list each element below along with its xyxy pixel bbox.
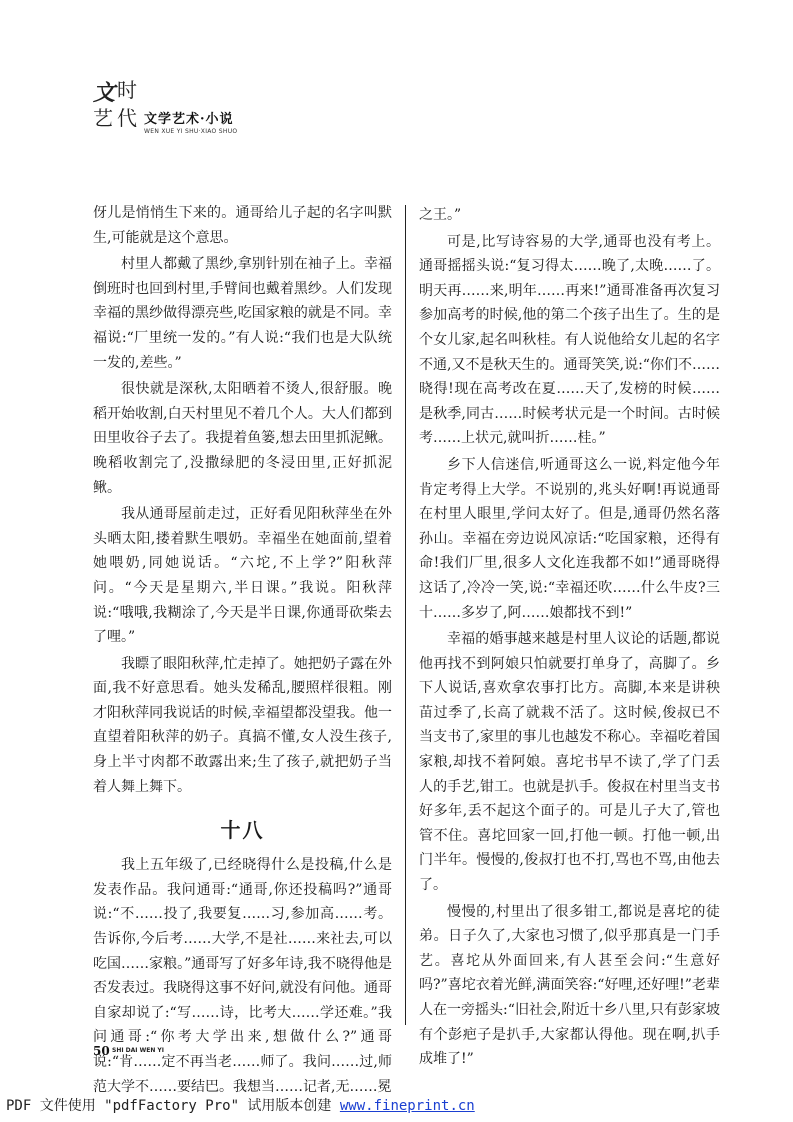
magazine-section-title: 文学艺术·小说 bbox=[144, 112, 234, 127]
paragraph: 村里人都戴了黑纱,拿别针别在袖子上。幸福倒班时也回到村里,手臂间也戴着黑纱。人们发现幸福的黑纱做得漂亮些,吃国家粮的就是不同。幸福说:“厂里统一发的。”有人说:“我们也是大队统一发的,差些。” bbox=[93, 256, 392, 371]
logo-glyph-wen: 文 bbox=[93, 80, 116, 106]
section-heading: 十八 bbox=[220, 818, 265, 843]
running-title: SHI DAI WEN YI bbox=[112, 1047, 165, 1054]
paragraph: 我上五年级了,已经晓得什么是投稿,什么是发表作品。我问通哥:“通哥,你还投稿吗?”通哥说:“不……投了,我要复……习,参加高……考。告诉你,今后考……大学,不是社……来社去,可以吃国……家粮。”通哥写了好多年诗,我不晓得他是否发表过。我晓得这事不好问,就没有问他。通哥自家却说了:“写……诗，比考大……学还难。”我问通哥:“你考大学出来,想做什么?”通哥说:“肯……定不再当老……师了。我问……过,师范大学不……要结巴。我想当……记者,无……冕 bbox=[93, 857, 392, 1095]
right-text-column bbox=[419, 203, 720, 1074]
left-text-column bbox=[93, 201, 392, 1101]
paragraph: 我从通哥屋前走过，正好看见阳秋萍坐在外头晒太阳,搂着默生喂奶。幸福坐在她面前,望着她喂奶,同她说话。“六坨,不上学?”阳秋萍问。“今天是星期六,半日课。”我说。阳秋萍说:“哦哦,我糊涂了,今天是半日课,你通哥砍柴去了哩。” bbox=[93, 506, 392, 646]
magazine-logo bbox=[93, 80, 143, 136]
paragraph: 伢儿是悄悄生下来的。通哥给儿子起的名字叫默生,可能就是这个意思。 bbox=[93, 205, 392, 246]
logo-glyph-yi: 艺 bbox=[93, 106, 113, 130]
watermark-link[interactable]: www.fineprint.cn bbox=[339, 1098, 475, 1114]
magazine-section-pinyin: WEN XUE YI SHU·XIAO SHUO bbox=[144, 128, 238, 135]
logo-glyph-shi: 时 bbox=[117, 78, 137, 102]
paragraph: 幸福的婚事越来越是村里人议论的话题,都说他再找不到阿娘只怕就要打单身了，高脚了。乡下人说话,喜欢拿农事打比方。高脚,本来是讲秧苗过季了,长高了就栽不活了。这时候,俊叔已不当支书了,家里的事儿也越发不称心。幸福吃着国家粮,却找不着阿娘。喜坨书早不读了,学了门丢人的手艺,钳工。也就是扒手。俊叔在村里当支书好多年,丢不起这个面子的。可是儿子大了,管也管不住。喜坨回家一回,打他一顿。打他一顿,出门半年。慢慢的,俊叔打也不打,骂也不骂,由他去了。 bbox=[419, 631, 720, 894]
pdf-watermark bbox=[6, 1095, 475, 1115]
paragraph: 可是,比写诗容易的大学,通哥也没有考上。通哥摇摇头说:“复习得太……晚了,太晚……了。明天再……来,明年……再来!”通哥准备再次复习参加高考的时候,他的第二个孩子出生了。生的是个女儿家,起名叫秋桂。有人说他给女儿起的名字不通,又不是秋天生的。通哥笑笑,说:“你们不……晓得!现在高考改在夏……天了,发榜的时候……是秋季,同古……时候考状元是一个时间。古时候考……上状元,就叫折……桂。” bbox=[419, 233, 720, 447]
paragraph: 乡下人信迷信,听通哥这么一说,料定他今年肯定考得上大学。不说别的,兆头好啊!再说通哥在村里人眼里,学问太好了。但是,通哥仍然名落孙山。幸福在旁边说风凉话:“吃国家粮，还得有命!我们厂里,很多人文化连我都不如!”通哥晓得这话了,冷冷一笑,说:“幸福还吹……什么牛皮?三十……多岁了,阿……娘都找不到!” bbox=[419, 456, 720, 621]
watermark-text: PDF 文件使用 "pdfFactory Pro" 试用版本创建 bbox=[6, 1098, 340, 1114]
column-divider bbox=[405, 205, 406, 1025]
logo-glyph-dai: 代 bbox=[117, 106, 137, 130]
paragraph: 之王。” bbox=[419, 207, 462, 223]
paragraph: 慢慢的,村里出了很多钳工,都说是喜坨的徒弟。日子久了,大家也习惯了,似乎那真是一门手艺。喜坨从外面回来,有人甚至会问:“生意好吗?”喜坨衣着光鲜,满面笑容:“好哩,还好哩!”老辈人在一旁摇头:“旧社会,附近十乡八里,只有彭家坡有个彭疤子是扒手,大家都认得他。现在啊,扒手成堆了!” bbox=[419, 903, 720, 1068]
paragraph: 很快就是深秋,太阳晒着不烫人,很舒服。晚稻开始收割,白天村里见不着几个人。大人们都到田里收谷子去了。我提着鱼篓,想去田里抓泥鳅。晚稻收割完了,没撒绿肥的冬浸田里,正好抓泥鳅。 bbox=[93, 381, 392, 496]
paragraph: 我瞟了眼阳秋萍,忙走掉了。她把奶子露在外面,我不好意思看。她头发稀乱,腰照样很粗。刚才阳秋萍同我说话的时候,幸福望都没望我。他一直望着阳秋萍的奶子。真搞不懂,女人没生孩子,身上半寸肉都不敢露出来;生了孩子,就把奶子当着人舞上舞下。 bbox=[93, 655, 392, 795]
page-number: 50 bbox=[93, 1044, 110, 1058]
